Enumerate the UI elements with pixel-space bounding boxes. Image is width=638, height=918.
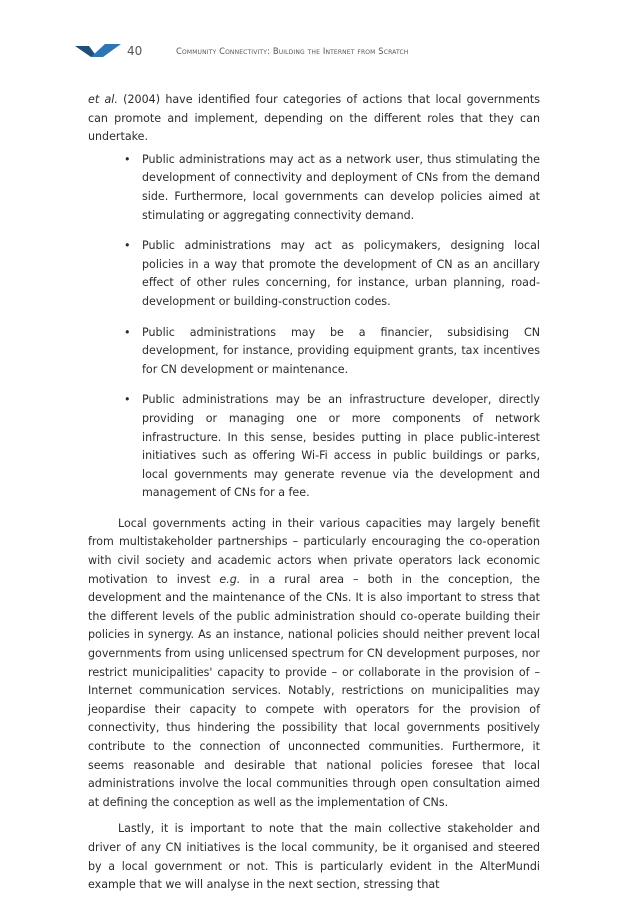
bullet-list	[88, 151, 540, 503]
bullet-icon: •	[124, 239, 131, 253]
publisher-logo-icon	[75, 43, 121, 59]
body-paragraph-1	[88, 515, 540, 813]
list-item	[88, 151, 540, 225]
body-paragraph-1-text-b: in a rural area – both in the conception, the development and the maintenance of the CNs. It is also important to stress that the different levels of the public administration should co-operate building their policies in synergy. As an instance, national policies should neither prevent local governments from using unlicensed spectrum for CN development purposes, nor restrict municipalities' capacity to provide – or collaborate in the provision of – Internet communication services. Notably, restrictions on municipalities may jeopardise their capacity to compete with operators for the provision of connectivity, thus hindering the possibility that local governments positively contribute to the connection of unconnected communities. Furthermore, it seems reasonable and desirable that national policies foresee that local administrations involve the local communities through open consultation aimed at defining the conception as well as the implementation of CNs.	[88, 572, 540, 809]
intro-paragraph	[88, 91, 540, 147]
bullet-icon: •	[124, 325, 131, 339]
body-paragraph-1-text-a: Local governments acting in their various capacities may largely benefit from multistakeholder partnerships – particularly encouraging the co-operation with civil society and academic actors when private operators lack economic motivation to invest	[88, 516, 540, 586]
list-item-text: Public administrations may act as a network user, thus stimulating the development of connectivity and deployment of CNs from the demand side. Furthermore, local governments can develop policies aimed at stimulating or aggregating connectivity demand.	[142, 152, 540, 222]
intro-text: (2004) have identified four categories of actions that local governments can promote and implement, depending on the different roles that they can undertake.	[88, 93, 541, 144]
list-item	[88, 237, 540, 311]
body-paragraph-2: Lastly, it is important to note that the main collective stakeholder and driver of any CN initiatives is the local community, be it organised and steered by a local government or not. This is particularly evident in the AlterMundi example that we will analyse in the next section, stressing that	[88, 822, 540, 892]
intro-italic: et al.	[88, 93, 118, 106]
list-item-text: Public administrations may act as policymakers, designing local policies in a way that promote the development of CN as an ancillary effect of other rules concerning, for instance, urban planning, road-development or building-construction codes.	[142, 239, 540, 308]
running-title: Community Connectivity: Building the Internet from Scratch	[176, 46, 409, 56]
list-item-text: Public administrations may be a financier, subsidising CN development, for instance, providing equipment grants, tax incentives for CN development or maintenance.	[142, 325, 540, 376]
bullet-icon: •	[124, 152, 131, 166]
list-item-text: Public administrations may be an infrastructure developer, directly providing or managing one or more components of network infrastructure. In this sense, besides putting in place public-interest initiatives such as offering Wi-Fi access in public buildings or parks, local governments may generate revenue via the development and management of CNs for a fee.	[142, 393, 540, 500]
page-header	[75, 41, 555, 63]
list-item	[88, 391, 540, 503]
list-item	[88, 324, 540, 380]
body-paragraph-1-italic: e.g.	[219, 572, 241, 586]
page-number: 40	[127, 44, 143, 58]
bullet-icon: •	[124, 393, 131, 407]
page-body	[88, 91, 540, 895]
